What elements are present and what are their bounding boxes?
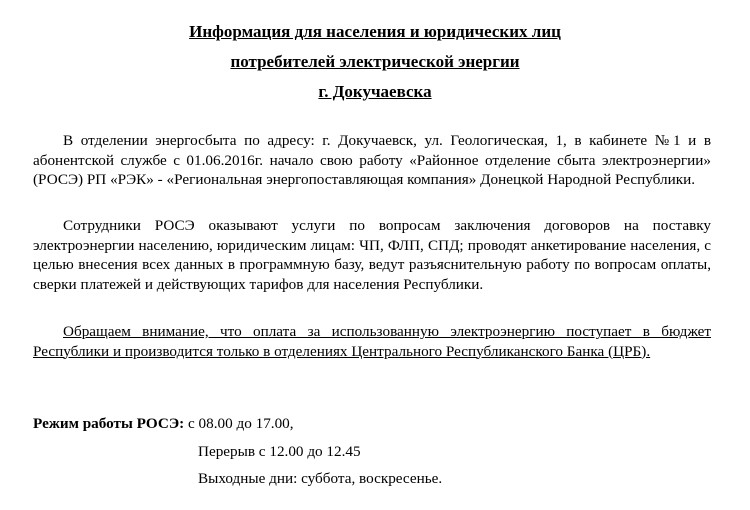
- days-off: Выходные дни: суббота, воскресенье.: [198, 470, 443, 487]
- paragraph-services: Сотрудники РОСЭ оказывают услуги по вопросам заключения договоров на поставку электроэнергии населению, юридическим лицам: ЧП, ФЛП, СПД; проводят анкетирование населения, с целью внесения всех данных в программную базу, ведут разъяснительную работу по вопросам оплаты, сверки платежей и действующих тарифов для населения Республики.: [33, 217, 711, 293]
- break-time: Перерыв с 12.00 до 12.45: [198, 443, 361, 460]
- title-line-2: потребителей электрической энергии: [230, 52, 520, 71]
- title-line-1: Информация для населения и юридических лиц: [189, 22, 561, 41]
- paragraph-payment-notice: Обращаем внимание, что оплата за использованную электроэнергию поступает в бюджет Республики и производится только в отделениях Центрального Республиканского Банка (ЦРБ).: [33, 323, 711, 360]
- working-hours-label: Режим работы РОСЭ:: [33, 415, 185, 432]
- title-line-3: г. Докучаевска: [318, 82, 432, 101]
- working-hours: [33, 414, 294, 434]
- paragraph-office-info: В отделении энергосбыта по адресу: г. Докучаевск, ул. Геологическая, 1, в кабинете №1 и в абонентской службе с 01.06.2016г. начало свою работу «Районное отделение сбыта электроэнергии» (РОСЭ) РП «РЭК» - «Региональная энергопоставляющая компания» Донецкой Народной Республики.: [33, 132, 711, 188]
- working-hours-time: с 08.00 до 17.00,: [187, 415, 294, 432]
